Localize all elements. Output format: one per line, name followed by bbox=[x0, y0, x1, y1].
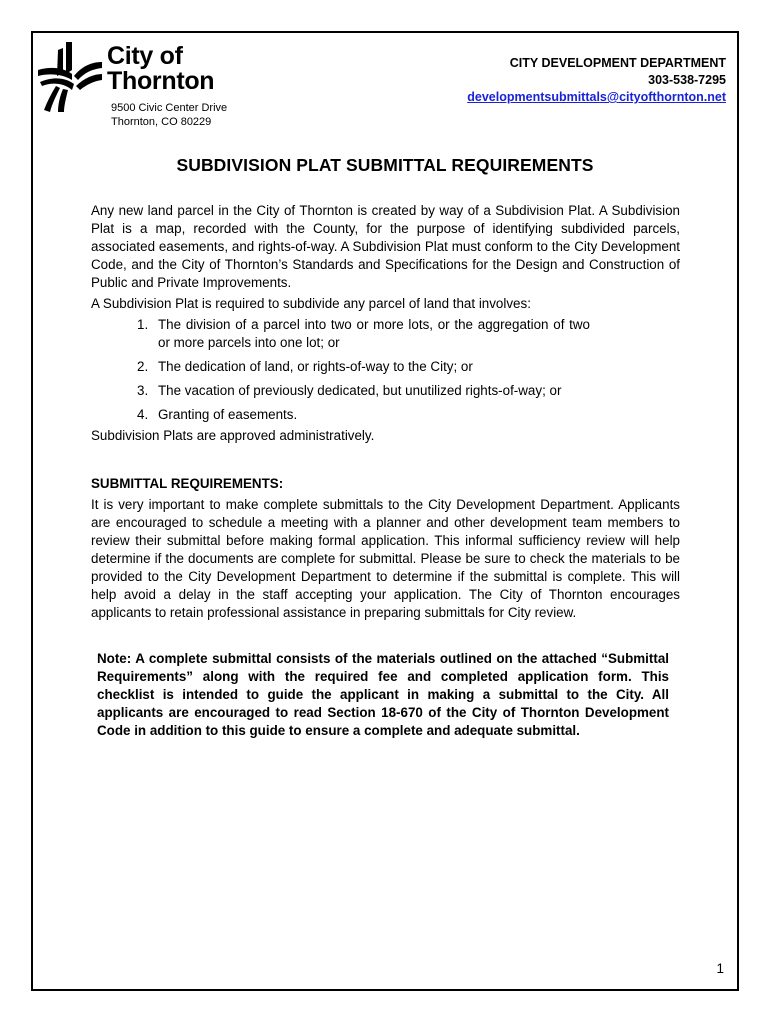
logo-line-thornton: Thornton bbox=[107, 67, 215, 95]
list-item bbox=[137, 406, 590, 424]
intro-paragraph: Any new land parcel in the City of Thornton is created by way of a Subdivision Plat. A Subdivision Plat is a map, recorded with the County, for the purpose of identifying subdivided parcels, associated easements, and rights-of-way. A Subdivision Plat must conform to the City Development Code, and the City of Thornton’s Standards and Specifications for the Design and Construction of Public and Private Improvements. bbox=[91, 203, 680, 290]
main-content bbox=[91, 202, 680, 740]
list-item-number: 3. bbox=[137, 383, 149, 398]
logo-wordmark bbox=[107, 44, 214, 94]
list-item-text: The vacation of previously dedicated, but unutilized rights-of-way; or bbox=[158, 383, 562, 398]
department-name: CITY DEVELOPMENT DEPARTMENT bbox=[509, 56, 726, 70]
list-item-text: The dedication of land, or rights-of-way to the City; or bbox=[158, 359, 473, 374]
submittal-paragraph: It is very important to make complete submittals to the City Development Department. Applicants are encouraged to schedule a meeting with a planner and other development team members to review their submittal before making formal application. This informal sufficiency review will help determine if the documents are complete for submittal. Please be sure to check the materials to be provided to the City Development Department to determine if the submittal is complete. This will help avoid a delay in the staff accepting your application. The City of Thornton encourages applicants to retain professional assistance in preparing submittals for City review. bbox=[91, 497, 680, 620]
address-block bbox=[111, 101, 227, 129]
department-phone: 303-538-7295 bbox=[648, 73, 726, 87]
approval-statement: Subdivision Plats are approved administratively. bbox=[91, 428, 375, 443]
list-item bbox=[137, 358, 590, 376]
list-item-text: The division of a parcel into two or more lots, or the aggregation of two or more parcels into one lot; or bbox=[158, 317, 590, 350]
list-item-text: Granting of easements. bbox=[158, 407, 298, 422]
list-item-number: 2. bbox=[137, 359, 149, 374]
submittal-heading: SUBMITTAL REQUIREMENTS: bbox=[91, 476, 284, 491]
list-item-number: 1. bbox=[137, 317, 149, 332]
logo-line-city-of: City of bbox=[107, 42, 183, 70]
page-number: 1 bbox=[716, 961, 724, 976]
page-title: SUBDIVISION PLAT SUBMITTAL REQUIREMENTS bbox=[176, 155, 594, 175]
requirement-lead: A Subdivision Plat is required to subdivide any parcel of land that involves: bbox=[91, 296, 531, 311]
list-item-number: 4. bbox=[137, 407, 149, 422]
city-of-thornton-logo-icon bbox=[38, 40, 102, 112]
address-street: 9500 Civic Center Drive bbox=[111, 102, 228, 114]
requirement-list bbox=[91, 316, 680, 424]
list-item bbox=[137, 316, 590, 352]
department-email-link[interactable]: developmentsubmittals@cityofthornton.net bbox=[467, 90, 726, 104]
submittal-note: Note: A complete submittal consists of the materials outlined on the attached “Submittal Requirements” along with the required fee and completed application form. This checklist is intended to guide the applicant in making a submittal to the City. All applicants are encouraged to read Section 18-670 of the City of Thornton Development Code in addition to this guide to ensure a complete and adequate submittal. bbox=[97, 651, 669, 738]
list-item bbox=[137, 382, 590, 400]
address-city: Thornton, CO 80229 bbox=[111, 116, 212, 128]
department-contact bbox=[467, 55, 726, 106]
